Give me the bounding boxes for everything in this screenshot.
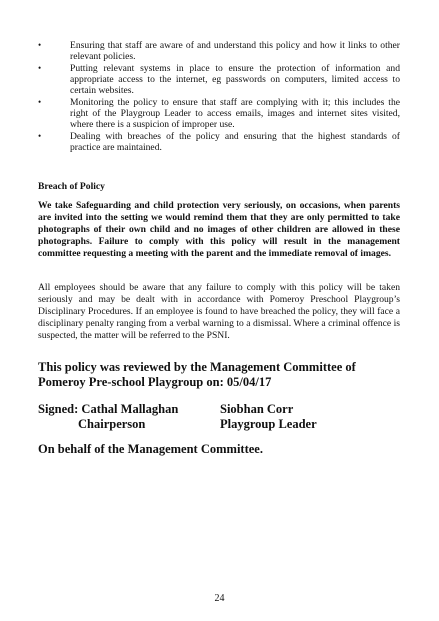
bullet-marker: • (38, 40, 42, 50)
list-item-text: Dealing with breaches of the policy and ensuring that the highest standards of practice are maintained. (70, 131, 400, 153)
bullet-marker: • (38, 97, 42, 107)
signature-playgroup-leader (220, 402, 317, 432)
signature-chairperson (38, 402, 178, 432)
bullet-marker: • (38, 63, 42, 73)
safeguarding-paragraph: We take Safeguarding and child protection very seriously, on occasions, when parents are invited into the setting we would remind them that they are only permitted to take photographs of their own child and no images of other children are allowed in these photographs. Failure to comply with this policy will result in the management committee requesting a meeting with the parent and the immediate removal of images. (38, 200, 400, 259)
signature-role: Playgroup Leader (220, 417, 317, 431)
review-statement: This policy was reviewed by the Management Committee of Pomeroy Pre-school Playgroup on: 05/04/17 (38, 360, 356, 389)
disciplinary-paragraph: All employees should be aware that any failure to comply with this policy will be taken seriously and may be dealt with in accordance with Pomeroy Preschool Playgroup’s Disciplinary Procedures. If an employee is found to have breached the policy, they will face a disciplinary penalty ranging from a verbal warning to a dismissal. Where a criminal offence is suspected, the matter will be referred to the PSNI. (38, 282, 400, 341)
signature-name: Siobhan Corr (220, 402, 294, 416)
list-item-text: Monitoring the policy to ensure that staff are complying with it; this includes the right of the Playgroup Leader to access emails, images and internet sites visited, where there is a suspicion of improper use. (70, 97, 400, 130)
signature-role: Chairperson (78, 417, 146, 431)
responsibility-list (38, 40, 400, 154)
list-item (38, 97, 400, 130)
list-item (38, 40, 400, 62)
signature-name: Signed: Cathal Mallaghan (38, 402, 179, 416)
list-item (38, 131, 400, 153)
list-item-text: Putting relevant systems in place to ensure the protection of information and appropriate access to the internet, eg passwords on computers, limited access to certain websites. (70, 63, 400, 96)
behalf-statement: On behalf of the Management Committee. (38, 442, 263, 456)
page-number: 24 (214, 593, 225, 604)
breach-heading: Breach of Policy (38, 181, 105, 192)
list-item (38, 63, 400, 96)
bullet-marker: • (38, 131, 42, 141)
list-item-text: Ensuring that staff are aware of and understand this policy and how it links to other relevant policies. (70, 40, 400, 62)
